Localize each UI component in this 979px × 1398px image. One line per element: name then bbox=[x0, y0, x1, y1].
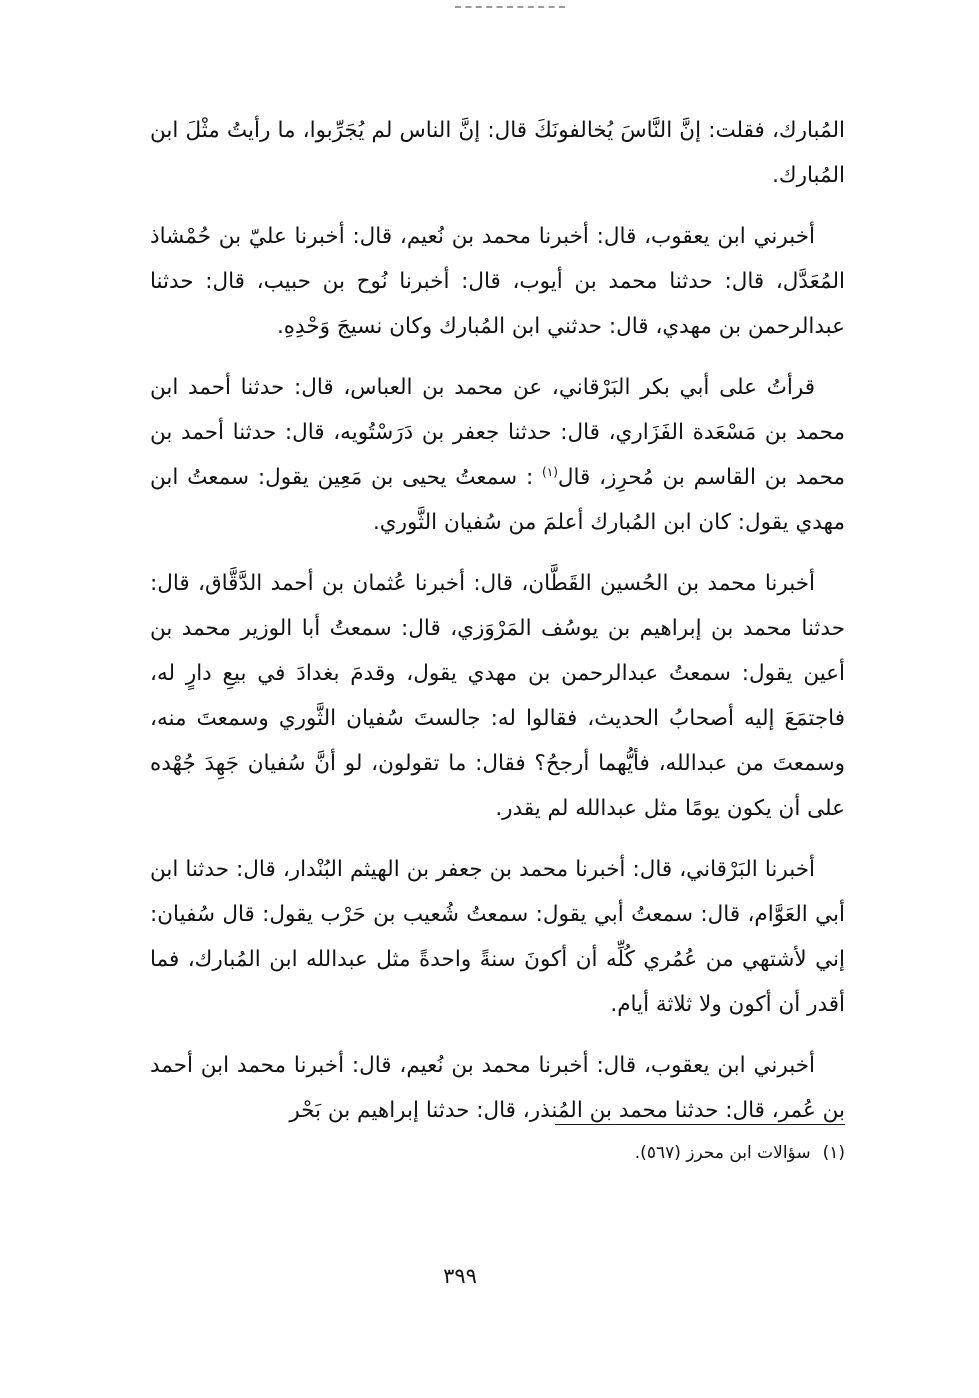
footnote-reference[interactable]: (١) bbox=[542, 464, 558, 479]
paragraph-1: المُبارك، فقلت: إنَّ النَّاسَ يُخالفونَكَ قال: إنَّ الناس لم يُجَرِّبوا، ما رأيتُ مثْلَ ابن المُبارك. bbox=[150, 118, 845, 188]
paragraph-3 bbox=[150, 365, 845, 545]
paragraph-4: أخبرنا محمد بن الحُسين القَطَّان، قال: أخبرنا عُثمان بن أحمد الدَّقَّاق، قال: حدثنا محمد بن إبراهيم بن يوسُف المَرْوَزي، قال: سمعتُ أبا الوزير محمد بن أعين يقول: سمعتُ عبدالرحمن بن مهدي يقول، وقدمَ بغدادَ في بيعِ دارٍ له، فاجتمَعَ إليه أصحابُ الحديث، فقالوا له: جالستَ سُفيان الثَّوري وسمعتَ منه، وسمعتَ من عبدالله، فأيُّهما أرجحُ؟ فقال: ما تقولون، لو أنَّ سُفيان جَهِدَ جُهْده على أن يكون يومًا مثل عبدالله لم يقدر. bbox=[150, 571, 845, 821]
top-edge-mark bbox=[455, 6, 565, 8]
footnote-divider bbox=[555, 1124, 845, 1125]
paragraph-6: أخبرني ابن يعقوب، قال: أخبرنا محمد بن نُعيم، قال: أخبرنا محمد ابن أحمد بن عُمر، قال: حدثنا محمد بن المُنذر، قال: حدثنا إبراهيم بن بَحْر bbox=[150, 1053, 845, 1123]
footnote bbox=[150, 1138, 845, 1168]
page-number: ٣٩٩ bbox=[443, 1264, 477, 1288]
footnote-number: (١) bbox=[822, 1143, 845, 1163]
paragraph-3-text-before: قرأتُ على أبي بكر البَرْقاني، عن محمد بن العباس، قال: حدثنا أحمد ابن محمد بن مَسْعَدة الفَزَاري، قال: حدثنا جعفر بن دَرَسْتُويه، قال: حدثنا أحمد بن محمد بن القاسم بن مُحرِز، قال bbox=[150, 375, 845, 490]
paragraph-5: أخبرنا البَرْقاني، قال: أخبرنا محمد بن جعفر بن الهيثم البُنْدار، قال: حدثنا ابن أبي العَوَّام، قال: سمعتُ أبي يقول: سمعتُ شُعيب بن حَرْب يقول: قال سُفيان: إني لأشتهي من عُمُري كُلِّه أن أكونَ سنةً واحدةً مثل عبدالله ابن المُبارك، فما أقدر أن أكون ولا ثلاثة أيام. bbox=[150, 857, 845, 1017]
main-text bbox=[150, 108, 845, 1149]
paragraph-3-text-after: : سمعتُ يحيى بن مَعِين يقول: سمعتُ ابن مهدي يقول: كان ابن المُبارك أعلمَ من سُفيان الثَّوري. bbox=[150, 465, 845, 535]
paragraph-2: أخبرني ابن يعقوب، قال: أخبرنا محمد بن نُعيم، قال: أخبرنا عليّ بن حُمْشاذ المُعَدَّل، قال: حدثنا محمد بن أيوب، قال: أخبرنا نُوح بن حبيب، قال: حدثنا عبدالرحمن بن مهدي، قال: حدثني ابن المُبارك وكان نسيجَ وَحْدِهِ. bbox=[150, 224, 845, 339]
footnote-text: سؤالات ابن محرز (٥٦٧). bbox=[634, 1143, 811, 1163]
